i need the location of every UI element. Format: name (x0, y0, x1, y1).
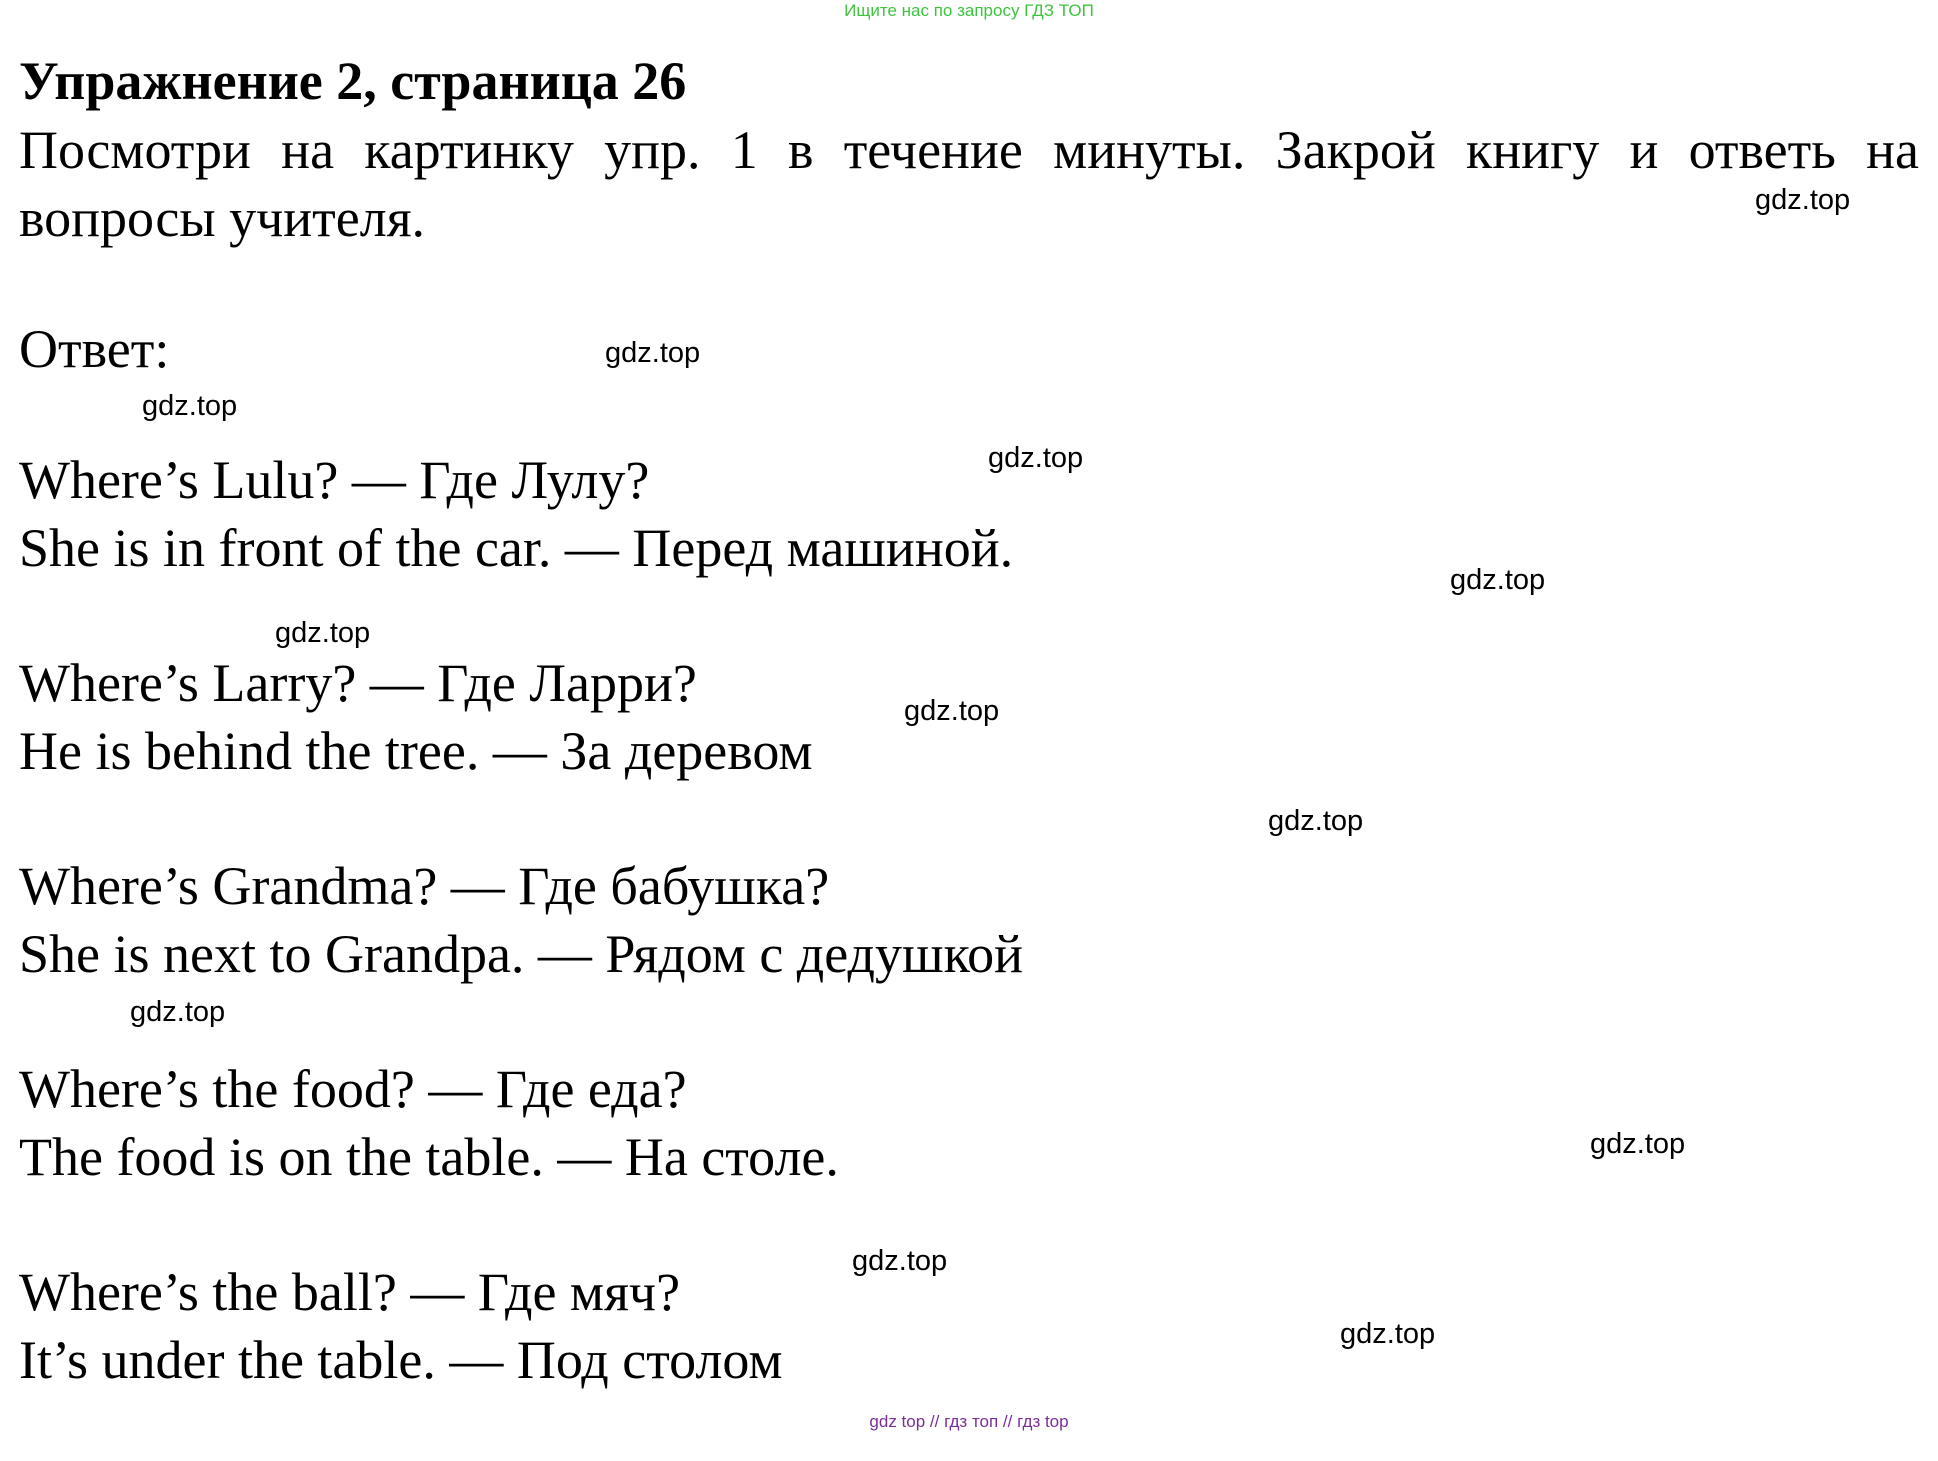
top-banner: Ищите нас по запросу ГДЗ ТОП (844, 1, 1094, 20)
exercise-title: Упражнение 2, страница 26 (19, 51, 687, 111)
bottom-banner: gdz top // гдз топ // гдз top (869, 1412, 1069, 1431)
question-line: Where’s Grandma? — Где бабушка? (19, 856, 830, 916)
qa-item (19, 446, 1919, 582)
watermark: gdz.top (1268, 805, 1364, 837)
watermark: gdz.top (130, 996, 226, 1028)
question-line: Where’s Larry? — Где Ларри? (19, 653, 697, 713)
exercise-task: Посмотри на картинку упр. 1 в течение минуты. Закрой книгу и ответь на вопросы учителя. (19, 120, 1919, 248)
answer-line: He is behind the tree. — За деревом (19, 721, 813, 781)
watermark: gdz.top (1755, 184, 1851, 216)
watermark: gdz.top (275, 617, 371, 649)
question-line: Where’s the food? — Где еда? (19, 1059, 687, 1119)
qa-item (19, 852, 1919, 988)
exercise-content (19, 46, 1919, 1461)
answer-line: She is next to Grandpa. — Рядом с дедушкой (19, 924, 1023, 984)
answer-line: She is in front of the car. — Перед машиной. (19, 518, 1014, 578)
answer-label: Ответ: (19, 319, 170, 379)
answer-line: The food is on the table. — На столе. (19, 1127, 839, 1187)
qa-item (19, 1258, 1919, 1394)
answer-line: It’s under the table. — Под столом (19, 1330, 783, 1390)
watermark: gdz.top (852, 1245, 948, 1277)
question-line: Where’s the ball? — Где мяч? (19, 1262, 681, 1322)
qa-list (19, 446, 1919, 1394)
watermark: gdz.top (1340, 1318, 1436, 1350)
watermark: gdz.top (605, 337, 701, 369)
watermark: gdz.top (142, 390, 238, 422)
watermark: gdz.top (904, 695, 1000, 727)
watermark: gdz.top (988, 442, 1084, 474)
watermark: gdz.top (1450, 564, 1546, 596)
question-line: Where’s Lulu? — Где Лулу? (19, 450, 650, 510)
watermark: gdz.top (1590, 1128, 1686, 1160)
qa-item (19, 1055, 1919, 1191)
